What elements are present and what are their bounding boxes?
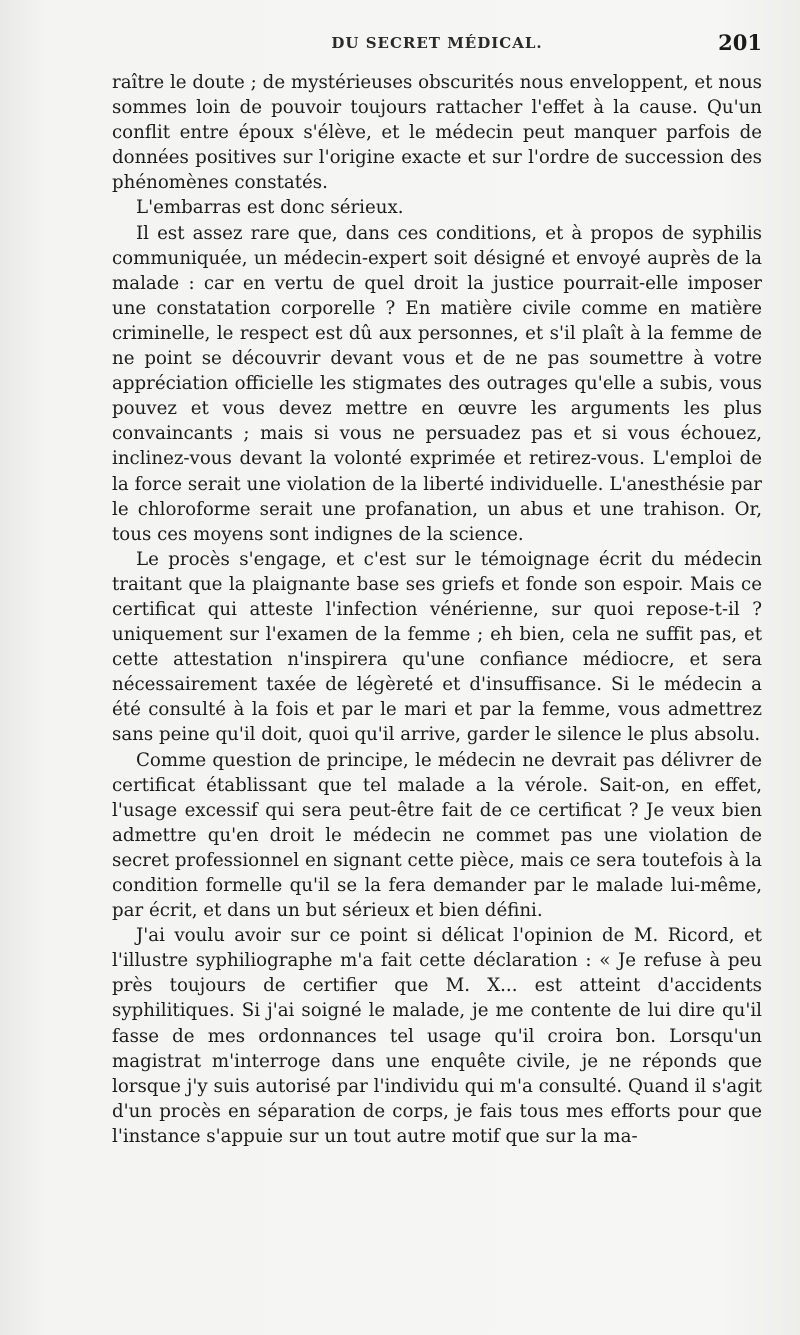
page-header [112,32,762,62]
running-title: DU SECRET MÉDICAL. [331,34,543,52]
paragraph: J'ai voulu avoir sur ce point si délicat l'opinion de M. Ricord, et l'illustre syphiliographe m'a fait cette déclaration : « Je refuse à peu près toujours de certifier que M. X... est atteint d'accidents syphilitiques. Si j'ai soigné le malade, je me contente de lui dire qu'il fasse de mes ordonnances tel usage qu'il croira bon. Lorsqu'un magistrat m'interroge dans une enquête civile, je ne réponds que lorsque j'y suis autorisé par l'individu qui m'a consulté. Quand il s'agit d'un procès en séparation de corps, je fais tous mes efforts pour que l'instance s'appuie sur un tout autre motif que sur la ma- [112,925,762,1147]
paragraph: Comme question de principe, le médecin ne devrait pas délivrer de certificat établissant que tel malade a la vérole. Sait-on, en effet, l'usage excessif qui sera peut-être fait de ce certificat ? Je veux bien admettre qu'en droit le médecin ne commet pas une violation de secret professionnel en signant cette pièce, mais ce sera toutefois à la condition formelle qu'il se la fera demander par le malade lui-même, par écrit, et dans un but sérieux et bien défini. [112,749,762,922]
body-text [112,70,762,1149]
paragraph: Le procès s'engage, et c'est sur le témoignage écrit du médecin traitant que la plaignante base ses griefs et fonde son espoir. Mais ce certificat qui atteste l'infection vénérienne, sur quoi repose-t-il ? uniquement sur l'examen de la femme ; eh bien, cela ne suffit pas, et cette attestation n'inspirera qu'une confiance médiocre, et sera nécessairement taxée de légèreté et d'insuffisance. Si le médecin a été consulté à la fois et par le mari et par la femme, vous admettrez sans peine qu'il doit, quoi qu'il arrive, garder le silence le plus absolu. [112,548,762,746]
paragraph: Il est assez rare que, dans ces conditions, et à propos de syphilis communiquée, un médecin-expert soit désigné et envoyé auprès de la malade : car en vertu de quel droit la justice pourrait-elle imposer une constatation corporelle ? En matière civile comme en matière criminelle, le respect est dû aux personnes, et s'il plaît à la femme de ne point se découvrir devant vous et de ne pas soumettre à votre appréciation officielle les stigmates des outrages qu'elle a subis, vous pouvez et vous devez mettre en œuvre les arguments les plus convaincants ; mais si vous ne persuadez pas et si vous échouez, inclinez-vous devant la volonté exprimée et retirez-vous. L'emploi de la force serait une violation de la liberté individuelle. L'anesthésie par le chloroforme serait une profanation, un abus et une trahison. Or, tous ces moyens sont indignes de la science. [112,222,762,545]
paragraph: raître le doute ; de mystérieuses obscurités nous enveloppent, et nous sommes loin de pouvoir toujours rattacher l'effet à la cause. Qu'un conflit entre époux s'élève, et le médecin peut manquer parfois de données positives sur l'origine exacte et sur l'ordre de succession des phénomènes constatés. [112,72,762,194]
paragraph: L'embarras est donc sérieux. [136,197,404,219]
page-number: 201 [718,30,762,55]
